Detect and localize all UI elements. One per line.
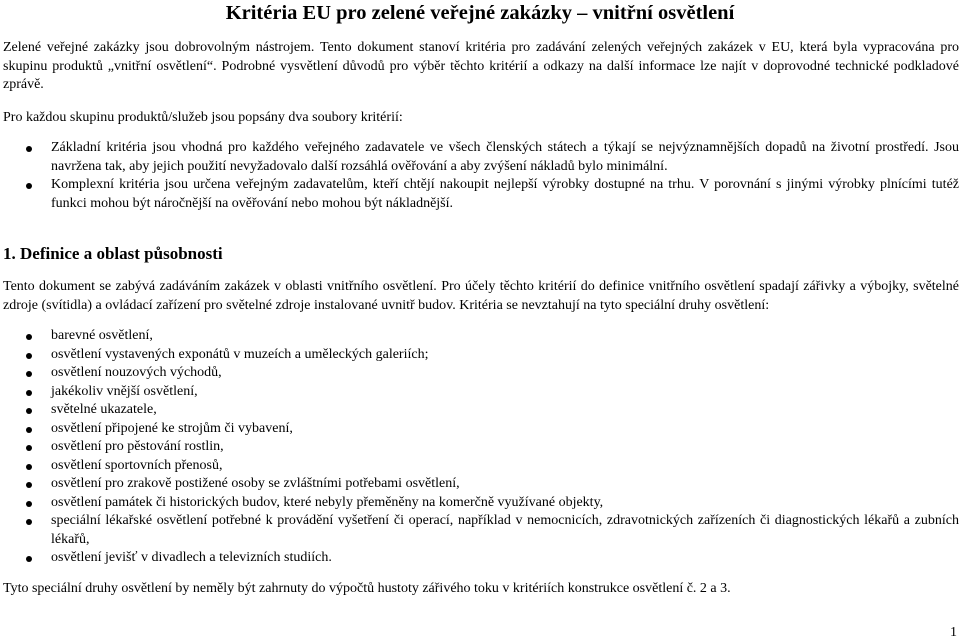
list-item-text: osvětlení sportovních přenosů,	[51, 457, 223, 473]
list-item-text: osvětlení připojené ke strojům či vybavení,	[51, 420, 293, 436]
bullet-icon	[26, 556, 32, 562]
criteria-sets-list	[3, 139, 959, 213]
list-item-text: jakékoliv vnější osvětlení,	[51, 383, 198, 399]
list-item	[3, 549, 959, 568]
list-item	[3, 475, 959, 494]
document-page	[3, 0, 957, 643]
list-item	[3, 420, 959, 439]
list-item-text: Komplexní kritéria jsou určena veřejným zadavatelům, kteří chtějí nakoupit nejlepší výrobky dostupné na trhu. V porovnání s jinými výrobky plnícími tutéž funkci mohou být náročnější na ověřování nebo mohou být nákladnější.	[51, 177, 959, 211]
list-item-text: osvětlení pro zrakově postižené osoby se zvláštními potřebami osvětlení,	[51, 476, 460, 491]
bullet-icon	[26, 371, 32, 377]
bullet-icon	[26, 408, 32, 414]
list-item	[3, 176, 959, 213]
list-item	[3, 438, 959, 457]
scope-paragraph: Tento dokument se zabývá zadáváním zakázek v oblasti vnitřního osvětlení. Pro účely těchto kritérií do definice vnitřního osvětlení spadají zářivky a výbojky, světelné zdroje (svítidla) a ovládací zařízení pro světelné zdroje instalované uvnitř budov. Kritéria se nevztahují na tyto speciální druhy osvětlení:	[3, 279, 959, 313]
bullet-icon	[26, 464, 32, 470]
list-item-text: osvětlení nouzových východů,	[51, 365, 222, 380]
list-item	[3, 401, 959, 420]
document-title: Kritéria EU pro zelené veřejné zakázky – vnitřní osvětlení	[225, 2, 735, 24]
intro-paragraph: Zelené veřejné zakázky jsou dobrovolným nástrojem. Tento dokument stanoví kritéria pro zadávání zelených veřejných zakázek v EU, která byla vypracována pro skupinu produktů „vnitřní osvětlení“. Podrobné vysvětlení důvodů pro výběr těchto kritérií a odkazy na další informace lze najít v doprovodné technické podkladové zprávě.	[3, 40, 959, 92]
bullet-icon	[26, 501, 32, 507]
list-item	[3, 139, 959, 176]
page-number: 1	[950, 625, 957, 640]
list-item-text: světelné ukazatele,	[51, 402, 157, 417]
list-item	[3, 494, 959, 513]
criteria-sets-intro: Pro každou skupinu produktů/služeb jsou popsány dva soubory kritérií:	[3, 110, 403, 125]
bullet-icon	[26, 353, 32, 359]
list-item-text: osvětlení pro pěstování rostlin,	[51, 439, 224, 454]
list-item-text: osvětlení památek či historických budov, které nebyly přeměněny na komerčně využívané objekty,	[51, 494, 604, 510]
list-item-text: speciální lékařské osvětlení potřebné k provádění vyšetření či operací, například v nemocnicích, zdravotnických zařízeních či diagnostických lékařů a zubních lékařů,	[51, 513, 959, 547]
list-item-text: osvětlení jevišť v divadlech a televizních studiích.	[51, 550, 332, 565]
bullet-icon	[26, 146, 32, 152]
bullet-icon	[26, 183, 32, 189]
list-item	[3, 364, 959, 383]
list-item-text: barevné osvětlení,	[51, 328, 153, 343]
bullet-icon	[26, 390, 32, 396]
list-item-text: osvětlení vystavených exponátů v muzeích a uměleckých galeriích;	[51, 346, 429, 362]
bullet-icon	[26, 427, 32, 433]
list-item-text: Základní kritéria jsou vhodná pro každého veřejného zadavatele ve všech členských státech a týkají se nejvýznamnějších dopadů na životní prostředí. Jsou navržena tak, aby jejich použití nevyžadovalo další rozsáhlá ověřování a aby zvýšení nákladů bylo minimální.	[51, 140, 959, 174]
bullet-icon	[26, 445, 32, 451]
bullet-icon	[26, 519, 32, 525]
list-item	[3, 512, 959, 549]
closing-paragraph: Tyto speciální druhy osvětlení by neměly být zahrnuty do výpočtů hustoty zářivého toku v kritériích konstrukce osvětlení č. 2 a 3.	[3, 581, 731, 596]
list-item	[3, 346, 959, 365]
list-item	[3, 383, 959, 402]
bullet-icon	[26, 482, 32, 488]
section-heading: 1. Definice a oblast působnosti	[3, 244, 223, 263]
list-item	[3, 327, 959, 346]
exclusions-list	[3, 327, 959, 568]
bullet-icon	[26, 334, 32, 340]
list-item	[3, 457, 959, 476]
